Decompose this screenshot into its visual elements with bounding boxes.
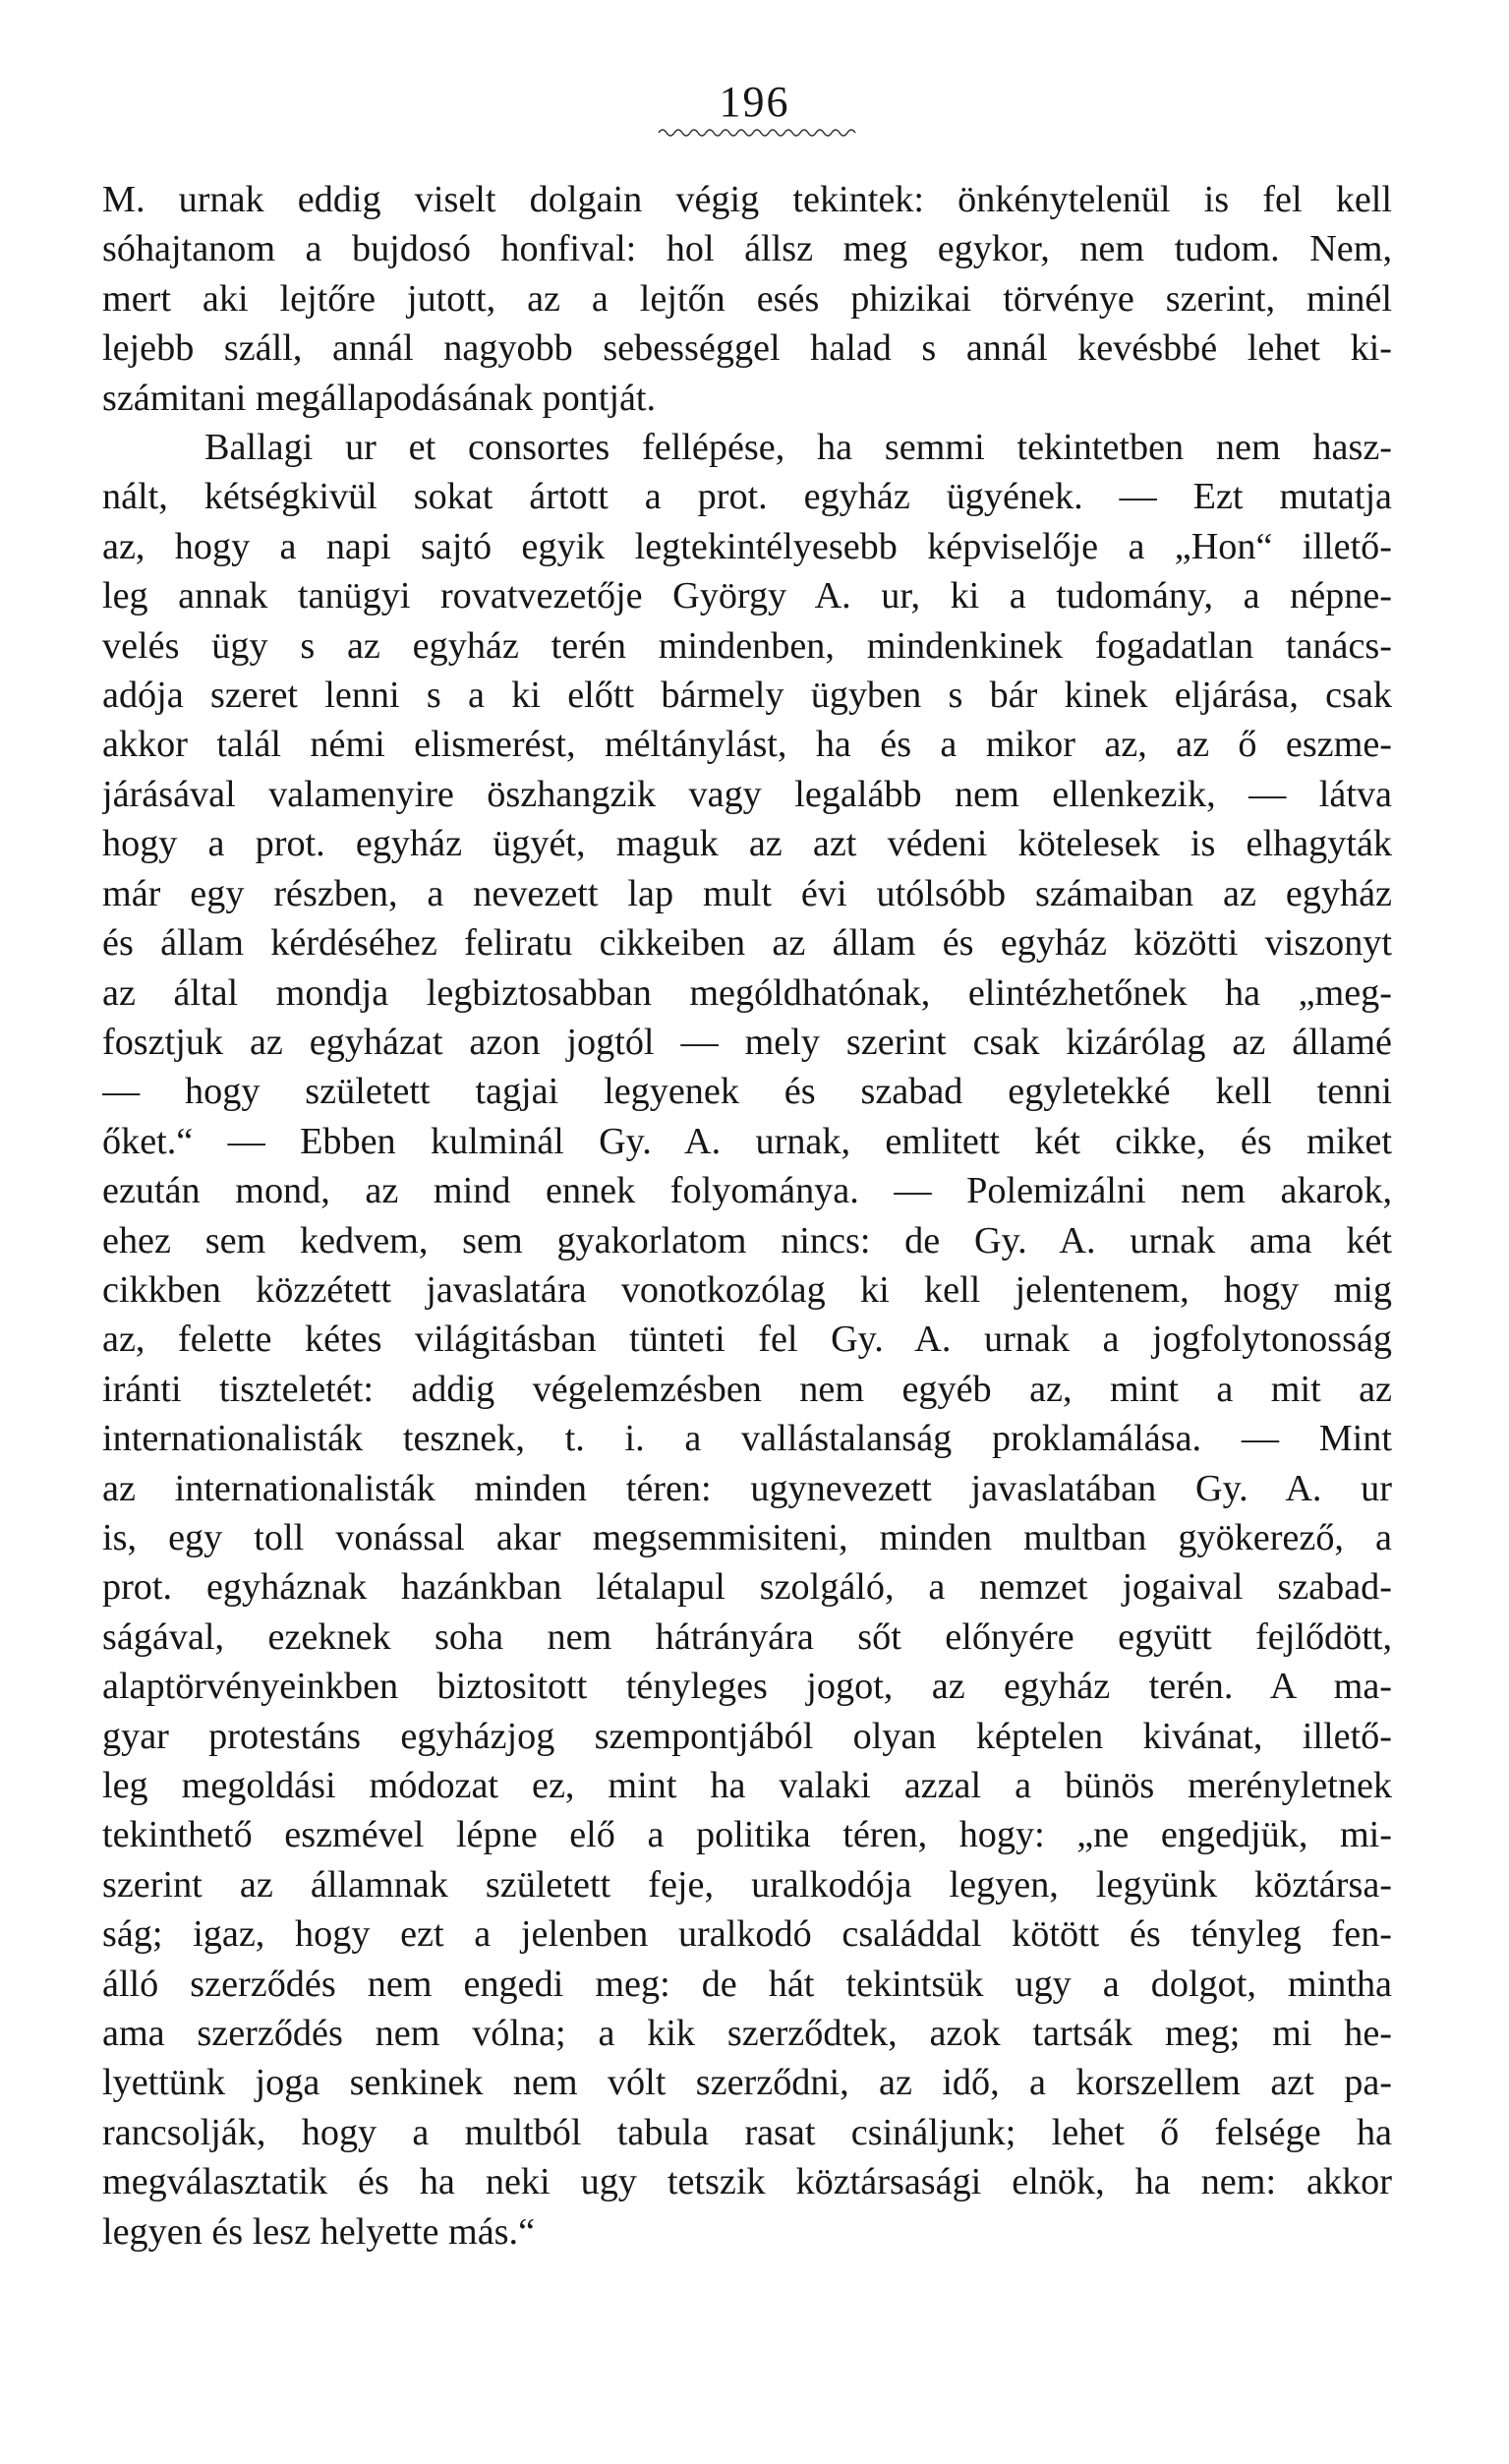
text-line: ama szerződés nem vólna; a kik szerződtek, azok tartsák meg; mi he- bbox=[102, 2013, 1392, 2055]
text-line: az által mondja legbiztosabban mególdhatónak, elintézhetőnek ha „meg- bbox=[102, 971, 1392, 1014]
text-line: tekinthető eszmével lépne elő a politika téren, hogy: „ne engedjük, mi- bbox=[102, 1814, 1392, 1856]
page-number: 196 bbox=[719, 78, 790, 126]
text-line: akkor talál némi elismerést, méltánylást, ha és a mikor az, az ő eszme- bbox=[102, 724, 1392, 766]
text-line: M. urnak eddig viselt dolgain végig tekintek: önkénytelenül is fel kell bbox=[102, 179, 1392, 220]
text-line: prot. egyháznak hazánkban létalapul szolgáló, a nemzet jogaival szabad- bbox=[102, 1566, 1392, 1609]
text-line: számitani megállapodásának pontját. bbox=[102, 377, 657, 419]
text-line: sóhajtanom a bujdosó honfival: hol állsz meg egykor, nem tudom. Nem, bbox=[102, 228, 1392, 270]
article-text bbox=[102, 175, 1392, 2257]
text-line: adója szeret lenni s a ki előtt bármely ügyben s bár kinek eljárása, csak bbox=[102, 675, 1392, 717]
text-line: fosztjuk az egyházat azon jogtól — mely szerint csak kizárólag az államé bbox=[102, 1021, 1392, 1063]
text-line: ehez sem kedvem, sem gyakorlatom nincs: de Gy. A. urnak ama két bbox=[102, 1219, 1392, 1261]
text-line: is, egy toll vonással akar megsemmisiteni, minden multban gyökerező, a bbox=[102, 1516, 1392, 1558]
text-line: az, felette kétes világitásban tünteti fel Gy. A. urnak a jogfolytonosság bbox=[102, 1319, 1392, 1361]
text-line: már egy részben, a nevezett lap mult évi utólsóbb számaiban az egyház bbox=[102, 872, 1392, 914]
text-line: leg megoldási módozat ez, mint ha valaki azzal a bünös merényletnek bbox=[102, 1765, 1392, 1806]
text-line: nált, kétségkivül sokat ártott a prot. egyház ügyének. — Ezt mutatja bbox=[102, 476, 1392, 518]
text-line: őket.“ — Ebben kulminál Gy. A. urnak, emlitett két cikke, és miket bbox=[102, 1120, 1392, 1162]
text-line: — hogy született tagjai legyenek és szabad egyletekké kell tenni bbox=[102, 1071, 1392, 1113]
text-line: járásával valamenyire öszhangzik vagy legalább nem ellenkezik, — látva bbox=[102, 773, 1392, 815]
text-line: cikkben közzétett javaslatára vonotkozólag ki kell jelentenem, hogy mig bbox=[102, 1268, 1392, 1311]
text-line: Ballagi ur et consortes fellépése, ha semmi tekintetben nem hasz- bbox=[204, 427, 1392, 469]
text-line: lejebb száll, annál nagyobb sebességgel halad s annál kevésbbé lehet ki- bbox=[102, 327, 1392, 370]
text-line: ezután mond, az mind ennek folyománya. — Polemizálni nem akarok, bbox=[102, 1170, 1392, 1212]
text-line: és állam kérdéséhez feliratu cikkeiben az állam és egyház közötti viszonyt bbox=[102, 922, 1392, 965]
text-line: az internationalisták minden téren: ugynevezett javaslatában Gy. A. ur bbox=[102, 1467, 1392, 1509]
text-line: lyettünk joga senkinek nem vólt szerződni, az idő, a korszellem azt pa- bbox=[102, 2062, 1392, 2104]
text-line: álló szerződés nem engedi meg: de hát tekintsük ugy a dolgot, mintha bbox=[102, 1963, 1392, 2005]
text-line: internationalisták tesznek, t. i. a vallástalanság proklamálása. — Mint bbox=[102, 1418, 1392, 1460]
text-line: velés ügy s az egyház terén mindenben, mindenkinek fogadatlan tanács- bbox=[102, 624, 1392, 667]
text-line: rancsolják, hogy a multból tabula rasat csináljunk; lehet ő felsége ha bbox=[102, 2111, 1392, 2153]
text-line: hogy a prot. egyház ügyét, maguk az azt védeni kötelesek is elhagyták bbox=[102, 823, 1392, 865]
text-line: mert aki lejtőre jutott, az a lejtőn esés phizikai törvénye szerint, minél bbox=[102, 277, 1392, 320]
page-number-ornament bbox=[657, 126, 857, 140]
text-line: ságával, ezeknek soha nem hátrányára sőt előnyére együtt fejlődött, bbox=[102, 1615, 1392, 1658]
text-line: megválasztatik és ha neki ugy tetszik köztársasági elnök, ha nem: akkor bbox=[102, 2161, 1392, 2203]
text-line: leg annak tanügyi rovatvezetője György A. ur, ki a tudomány, a népne- bbox=[102, 575, 1392, 617]
text-line: az, hogy a napi sajtó egyik legtekintélyesebb képviselője a „Hon“ illető- bbox=[102, 525, 1392, 567]
text-line: gyar protestáns egyházjog szempontjából olyan képtelen kivánat, illető- bbox=[102, 1715, 1392, 1757]
text-line: iránti tiszteletét: addig végelemzésben nem egyéb az, mint a mit az bbox=[102, 1368, 1392, 1410]
text-line: ság; igaz, hogy ezt a jelenben uralkodó családdal kötött és tényleg fen- bbox=[102, 1913, 1392, 1956]
text-line: szerint az államnak született feje, uralkodója legyen, legyünk köztársa- bbox=[102, 1863, 1392, 1906]
text-line: alaptörvényeinkben biztositott tényleges jogot, az egyház terén. A ma- bbox=[102, 1666, 1392, 1708]
text-line: legyen és lesz helyette más.“ bbox=[102, 2210, 536, 2253]
